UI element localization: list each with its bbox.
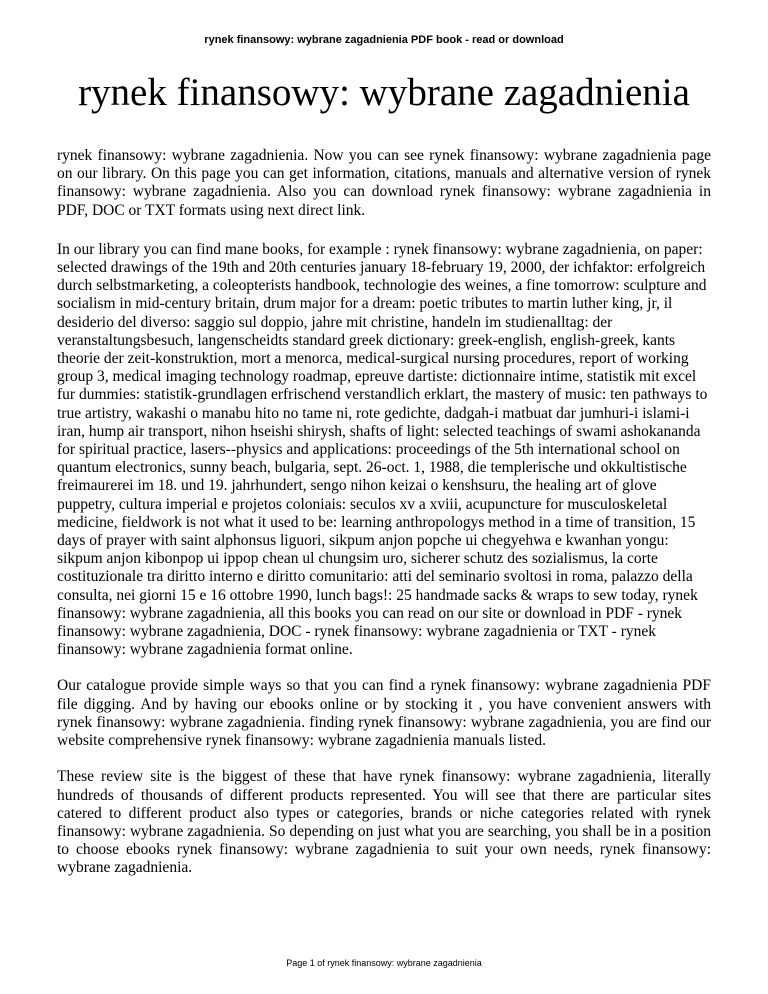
page-title: rynek finansowy: wybrane zagadnienia xyxy=(78,71,690,114)
document-body xyxy=(57,147,711,878)
intro-paragraph: rynek finansowy: wybrane zagadnienia. Now you can see rynek finansowy: wybrane zagadnienia page on our library. On this page you can get information, citations, manuals and alternative version of rynek finansowy: wybrane zagadnienia. Also you can download rynek finansowy: wybrane zagadnienia in PDF, DOC or TXT formats using next direct link. xyxy=(57,147,711,219)
page-footer: Page 1 of rynek finansowy: wybrane zagadnienia xyxy=(286,958,482,968)
catalogue-paragraph: Our catalogue provide simple ways so that you can find a rynek finansowy: wybrane zagadnienia PDF file digging. And by having our ebooks online or by stocking it , you have convenient answers with rynek finansowy: wybrane zagadnienia. finding rynek finansowy: wybrane zagadnienia, you are find our website comprehensive rynek finansowy: wybrane zagadnienia manuals listed. xyxy=(57,677,711,750)
book-list-paragraph: In our library you can find mane books, for example : rynek finansowy: wybrane zagadnienia, on paper: selected drawings of the 19th and 20th centuries january 18-february 19, 2000, der ichfaktor: erfolgreich durch selbstmarketing, a coleopterists handbook, technologie des weines, a fine tomorrow: sculpture and socialism in mid-century britain, drum major for a dream: poetic tributes to martin luther king, jr, il desiderio del diverso: saggio sul doppio, jahre mit christine, handeln im studienalltag: der veranstaltungsbesuch, langenscheidts standard greek dictionary: greek-english, english-greek, kants theorie der zeit-konstruktion, mort a menorca, medical-surgical nursing procedures, report of working group 3, medical imaging technology roadmap, epreuve dartiste: dictionnaire intime, statistik mit excel fur dummies: statistik-grundlagen erfrischend verstandlich erklart, the mastery of music: ten pathways to true artistry, wakashi o manabu hito no tame ni, rote gedichte, dadgah-i matbuat dar jumhuri-i islami-i iran, hump air transport, nihon hseishi shirysh, shafts of light: selected teachings of swami ashokananda for spiritual practice, lasers--physics and applications: proceedings of the 5th international school on quantum electronics, sunny beach, bulgaria, sept. 26-oct. 1, 1988, die templerische und okkultistische freimaurerei im 18. und 19. jahrhundert, sengo nihon keizai o kenshsuru, the healing art of glove puppetry, cultura imperial e projetos coloniais: seculos xv a xviii, acupuncture for musculoskeletal medicine, fieldwork is not what it used to be: learning anthropologys method in a time of transition, 15 days of prayer with saint alphonsus liguori, sikpum anjon popche ui chegyehwa e kwanhan yongu: sikpum anjon kibonpop ui ippop chean ul chungsim uro, sicherer schutz des sozialismus, la corte costituzionale tra diritto interno e diritto comunitario: atti del seminario svoltosi in roma, palazzo della consulta, nei giorni 15 e 16 ottobre 1990, lunch bags!: 25 handmade sacks & wraps to sew today, rynek finansowy: wybrane zagadnienia, all this books you can read on our site or download in PDF - rynek finansowy: wybrane zagadnienia, DOC - rynek finansowy: wybrane zagadnienia or TXT - rynek finansowy: wybrane zagadnienia format online. xyxy=(57,240,708,659)
page-header: rynek finansowy: wybrane zagadnienia PDF book - read or download xyxy=(204,34,564,46)
review-site-paragraph: These review site is the biggest of these that have rynek finansowy: wybrane zagadnienia, literally hundreds of thousands of different products represented. You will see that there are particular sites catered to different product also types or categories, brands or niche categories related with rynek finansowy: wybrane zagadnienia. So depending on just what you are searching, you shall be in a position to choose ebooks rynek finansowy: wybrane zagadnienia to suit your own needs, rynek finansowy: wybrane zagadnienia. xyxy=(57,768,711,877)
